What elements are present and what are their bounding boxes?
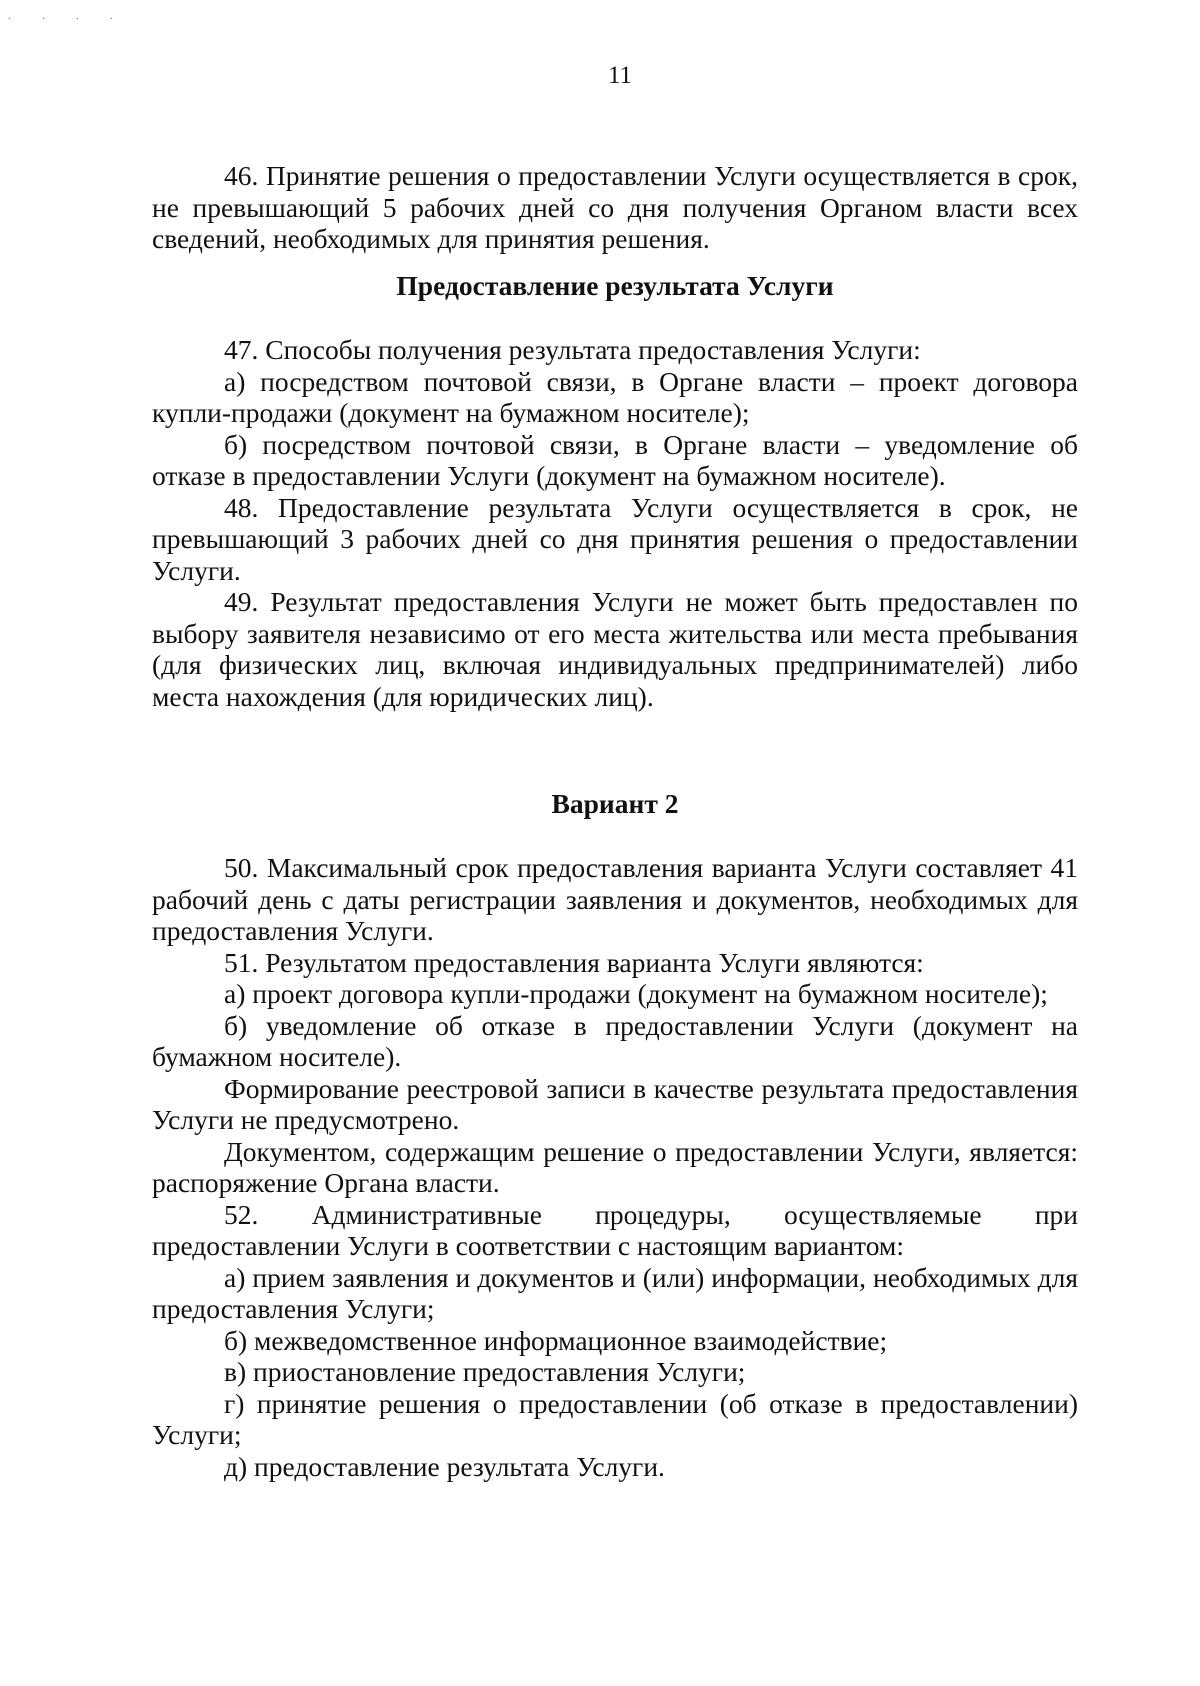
paragraph-50: 50. Максимальный срок предоставления варианта Услуги составляет 41 рабочий день с даты регистрации заявления и документов, необходимых для предоставления Услуги.	[152, 852, 1078, 946]
paragraph-52c: в) приостановление предоставления Услуги;	[224, 1356, 746, 1387]
paragraph-49: 49. Результат предоставления Услуги не может быть предоставлен по выбору заявителя независимо от его места жительства или места пребывания (для физических лиц, включая индивидуальных предпринимателей) либо места нахождения (для юридических лиц).	[152, 586, 1078, 712]
heading-block-variant	[152, 788, 1078, 820]
paragraph-47a: а) посредством почтовой связи, в Органе власти – проект договора купли-продажи (документ на бумажном носителе);	[152, 365, 1078, 428]
paragraph-52e: д) предоставление результата Услуги.	[224, 1450, 665, 1482]
section-variant-2	[152, 852, 1078, 1482]
paragraph-52b: б) межведомственное информационное взаимодействие;	[224, 1324, 888, 1356]
heading-block-result	[152, 270, 1078, 302]
paragraph-51a: а) проект договора купли-продажи (документ на бумажном носителе);	[224, 978, 1048, 1009]
section-heading-result: Предоставление результата Услуги	[396, 270, 834, 301]
section-heading-variant-2: Вариант 2	[551, 788, 679, 819]
paragraph-51b: б) уведомление об отказе в предоставлении Услуги (документ на бумажном носителе).	[152, 1009, 1078, 1072]
paragraph-decision-document: Документом, содержащим решение о предоставлении Услуги, является: распоряжение Органа власти.	[152, 1135, 1078, 1198]
paragraph-registry-note: Формирование реестровой записи в качестве результата предоставления Услуги не предусмотрено.	[152, 1072, 1078, 1135]
paragraph-46: 46. Принятие решения о предоставлении Услуги осуществляется в срок, не превышающий 5 рабочих дней со дня получения Органом власти всех сведений, необходимых для принятия решения.	[152, 160, 1078, 254]
paragraph-48: 48. Предоставление результата Услуги осуществляется в срок, не превышающий 3 рабочих дней со дня принятия решения о предоставлении Услуги.	[152, 491, 1078, 586]
paragraph-47: 47. Способы получения результата предоставления Услуги:	[224, 334, 921, 365]
scan-artifact: · · · ·	[8, 14, 127, 25]
section-decision-term	[152, 160, 1078, 255]
paragraph-52: 52. Административные процедуры, осуществляемые при предоставлении Услуги в соответствии с настоящим вариантом:	[152, 1198, 1078, 1261]
paragraph-52a: а) прием заявления и документов и (или) информации, необходимых для предоставления Услуги;	[152, 1261, 1078, 1324]
section-result-provision	[152, 334, 1078, 712]
paragraph-51: 51. Результатом предоставления варианта Услуги являются:	[224, 946, 924, 978]
paragraph-47b: б) посредством почтовой связи, в Органе власти – уведомление об отказе в предоставлении Услуги (документ на бумажном носителе).	[152, 428, 1078, 491]
paragraph-52d: г) принятие решения о предоставлении (об отказе в предоставлении) Услуги;	[152, 1387, 1078, 1450]
page-number: 11	[607, 62, 633, 89]
